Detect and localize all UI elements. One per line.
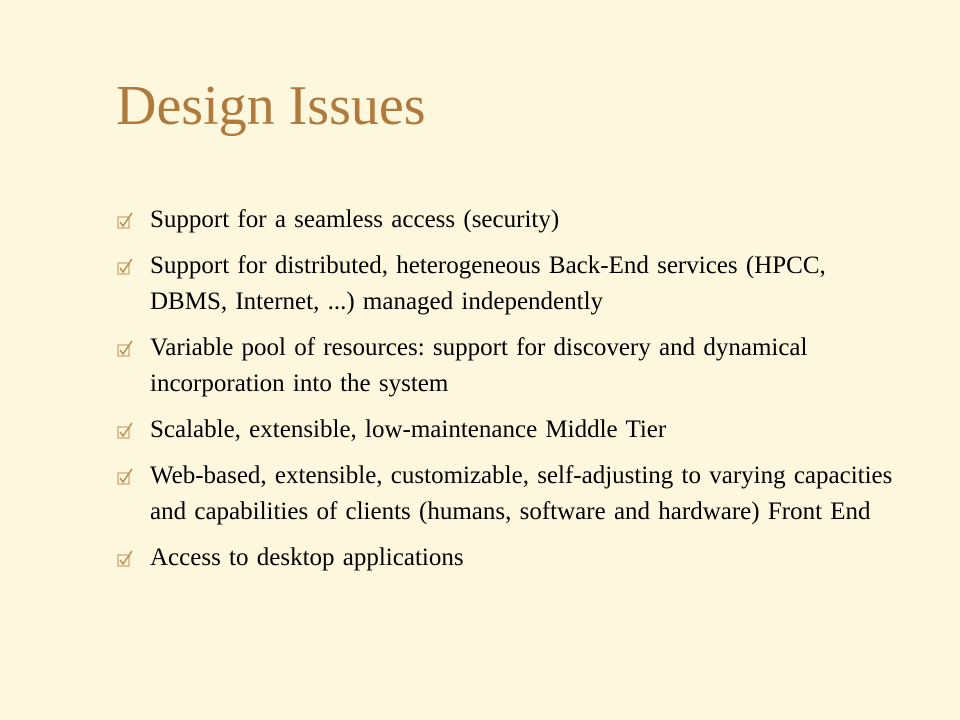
bullet-text: Web-based, extensible, customizable, self-adjusting to varying capacities and capabilities of clients (humans, software and hardware) Front End <box>150 462 893 525</box>
checkbox-check-icon <box>116 211 134 231</box>
bullet-item <box>116 202 906 238</box>
bullet-text: Support for distributed, heterogeneous Back-End services (HPCC, DBMS, Internet, ...) managed independently <box>150 252 826 315</box>
slide-title: Design Issues <box>116 75 426 137</box>
bullet-text: Scalable, extensible, low-maintenance Middle Tier <box>150 416 667 443</box>
checkbox-check-icon <box>116 467 134 487</box>
bullet-item <box>116 540 906 576</box>
checkbox-check-icon <box>116 257 134 277</box>
bullet-list <box>116 202 906 586</box>
bullet-item <box>116 458 906 530</box>
bullet-text: Support for a seamless access (security) <box>150 206 560 233</box>
bullet-text: Access to desktop applications <box>150 544 464 571</box>
bullet-item <box>116 412 906 448</box>
checkbox-check-icon <box>116 421 134 441</box>
bullet-text: Variable pool of resources: support for discovery and dynamical incorporation into the system <box>150 334 808 397</box>
checkbox-check-icon <box>116 339 134 359</box>
bullet-item <box>116 330 906 402</box>
checkbox-check-icon <box>116 549 134 569</box>
bullet-item <box>116 248 906 320</box>
